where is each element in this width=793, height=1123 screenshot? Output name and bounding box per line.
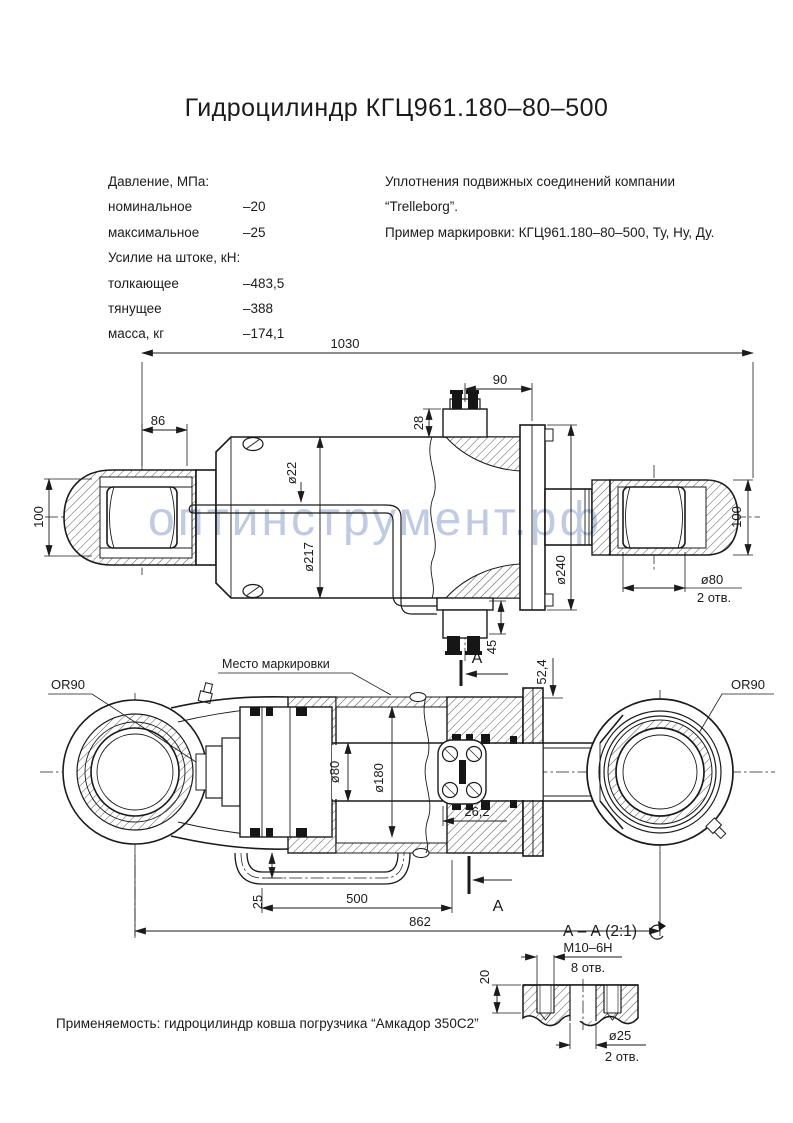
- seal-note-line2: “Trelleborg”.: [385, 199, 459, 215]
- dim-hole-qty: 2 отв.: [604, 1049, 640, 1064]
- thread-spec: М10–6Н: [563, 940, 613, 955]
- pressure-header: Давление, МПа:: [108, 174, 210, 189]
- dim-eye-bore: ø80: [700, 572, 724, 587]
- spec-value: –483,5: [243, 275, 285, 291]
- spec-label: максимальное: [108, 224, 200, 240]
- dim-90: 90: [492, 372, 508, 387]
- marking-place-label: Место маркировки: [222, 657, 330, 671]
- dim-eye-bore-qty: 2 отв.: [696, 590, 732, 605]
- spec-label: масса, кг: [108, 326, 165, 342]
- piston-assembly: [196, 707, 332, 837]
- force-header: Усилие на штоке, кН:: [108, 250, 241, 266]
- spec-value: –25: [243, 224, 266, 240]
- seal-note-line1: Уплотнения подвижных соединений компании: [385, 174, 676, 189]
- left-eye-section: [63, 682, 214, 844]
- section-arrow-label-top: А: [471, 650, 483, 667]
- seal-note-line3: Пример маркировки: КГЦ961.180–80–500, Ту, Ну, Ду.: [385, 224, 715, 240]
- right-eye-section: [587, 699, 733, 845]
- dim-25: 25: [250, 894, 265, 910]
- section-arrow-label-bottom: А: [492, 898, 504, 915]
- dim-52-4: 52,4: [534, 659, 549, 685]
- dim-26-2: 26,2: [464, 804, 490, 819]
- dim-28: 28: [411, 415, 426, 431]
- cylinder-body: [196, 437, 520, 598]
- spec-label: толкающее: [108, 275, 179, 291]
- dim-flange-dia: ø240: [553, 555, 568, 585]
- rotated-section-icon: [650, 921, 666, 939]
- left-rod-eye: [64, 470, 196, 565]
- section-aa-title: А – А (2:1): [562, 923, 638, 940]
- dim-body-dia: ø217: [301, 542, 316, 572]
- dim-length: 862: [409, 914, 431, 929]
- side-port-boss: [438, 740, 486, 804]
- dim-depth-20: 20: [477, 969, 492, 985]
- spec-value: –174,1: [243, 326, 285, 342]
- top-view: [31, 336, 760, 686]
- spec-label: тянущее: [108, 301, 162, 317]
- dim-overall-length: 1030: [330, 336, 360, 351]
- application-note: Применяемость: гидроцилиндр ковша погрузчика “Амкадор 350С2”: [56, 1016, 479, 1031]
- bottom-pipe: [235, 853, 410, 884]
- dim-eye-width-right: 100: [729, 506, 744, 528]
- right-rod-eye: [610, 480, 738, 555]
- dim-stroke: 500: [346, 891, 368, 906]
- spec-value: –20: [243, 199, 266, 215]
- or90-left-label: OR90: [51, 677, 85, 692]
- or90-right-label: OR90: [731, 677, 765, 692]
- spec-value: –388: [243, 301, 274, 317]
- dim-86: 86: [150, 413, 166, 428]
- section-block: [523, 979, 638, 1030]
- dim-hole-dia: ø25: [608, 1028, 632, 1043]
- dim-eye-width-left: 100: [31, 506, 46, 528]
- watermark: оптинструмент.рф: [148, 493, 602, 546]
- drawing-title: Гидроцилиндр КГЦ961.180–80–500: [184, 94, 609, 122]
- bottom-view: [40, 657, 775, 938]
- dim-bore-dia: ø180: [371, 763, 386, 793]
- dim-pipe-dia: ø22: [284, 461, 299, 485]
- section-aa-view: [477, 921, 666, 1064]
- dim-45: 45: [484, 639, 499, 655]
- thread-qty: 8 отв.: [570, 960, 606, 975]
- spec-label: номинальное: [108, 199, 193, 215]
- dim-rod-dia: ø80: [327, 760, 342, 784]
- thread-callout: [521, 940, 622, 985]
